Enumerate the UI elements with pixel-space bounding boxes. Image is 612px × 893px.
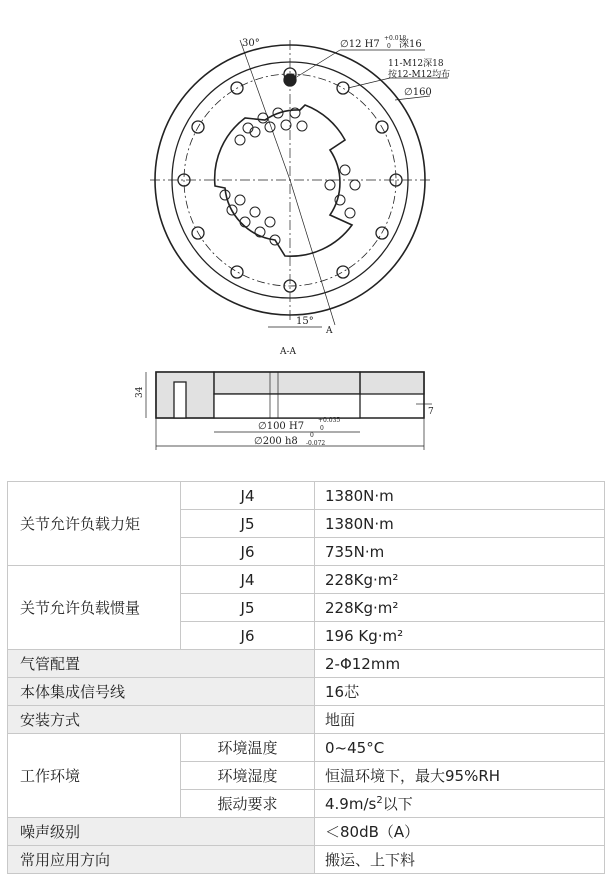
bolt-hole — [337, 266, 349, 278]
environment-label: 工作环境 — [8, 734, 181, 818]
vibration-sup: 2 — [376, 795, 383, 806]
torque-label: 关节允许负载力矩 — [8, 482, 181, 566]
torque-value: 735N·m — [315, 538, 605, 566]
hatch-right — [360, 372, 424, 394]
torque-value: 1380N·m — [315, 510, 605, 538]
top-view — [150, 40, 451, 327]
table-row — [8, 818, 605, 846]
tapped-desc-label: 按12-M12均布 — [388, 70, 451, 80]
env-value — [315, 790, 605, 818]
pin-slot — [174, 382, 186, 418]
section-title: A-A — [280, 347, 297, 357]
joint-label: J5 — [181, 510, 315, 538]
table-row — [8, 566, 605, 594]
section-step: 7 — [428, 407, 434, 417]
noise-label: 噪声级别 — [8, 818, 315, 846]
section-height: 34 — [135, 386, 145, 398]
outer-tol-lower: -0.072 — [306, 440, 326, 447]
bolt-hole — [231, 266, 243, 278]
spec-table — [7, 481, 605, 874]
inertia-value: 228Kg·m² — [315, 594, 605, 622]
application-value: 搬运、上下料 — [315, 846, 605, 874]
env-name: 振动要求 — [181, 790, 315, 818]
noise-value: ＜80dB（A） — [315, 818, 605, 846]
inertia-value: 228Kg·m² — [315, 566, 605, 594]
joint-label: J4 — [181, 566, 315, 594]
bottom-angle-label: 15° — [296, 316, 314, 327]
bore-tol-lower: 0 — [320, 425, 324, 432]
mounting-value: 地面 — [315, 706, 605, 734]
mounting-label: 安装方式 — [8, 706, 315, 734]
joint-label: J5 — [181, 594, 315, 622]
application-label: 常用应用方向 — [8, 846, 315, 874]
vibration-suffix: 以下 — [382, 795, 413, 813]
bore-tol-upper: +0.035 — [318, 417, 341, 424]
pin-tol-upper: +0.018 — [384, 35, 407, 42]
vibration-base: 4.9m/s — [325, 795, 377, 813]
table-row — [8, 678, 605, 706]
joint-label: J6 — [181, 538, 315, 566]
joint-label: J4 — [181, 482, 315, 510]
table-row — [8, 734, 605, 762]
table-row — [8, 650, 605, 678]
env-value: 恒温环境下，最大95%RH — [315, 762, 605, 790]
inertia-value: 196 Kg·m² — [315, 622, 605, 650]
env-name: 环境温度 — [181, 734, 315, 762]
table-row — [8, 482, 605, 510]
env-value: 0~45°C — [315, 734, 605, 762]
air-label: 气管配置 — [8, 650, 315, 678]
table-row — [8, 846, 605, 874]
tapped-holes-label: 11-M12深18 — [388, 59, 444, 69]
air-value: 2-Φ12mm — [315, 650, 605, 678]
table-row — [8, 706, 605, 734]
pin-tol-lower: 0 — [387, 43, 391, 50]
outer-label: ∅200 h8 — [254, 436, 298, 447]
section-mark: A — [326, 326, 333, 336]
bore — [214, 394, 360, 418]
pin-depth: 深16 — [399, 39, 422, 50]
angle-label: 30° — [242, 38, 260, 49]
bolt-hole — [337, 82, 349, 94]
inertia-label: 关节允许负载惯量 — [8, 566, 181, 650]
signal-value: 16芯 — [315, 678, 605, 706]
pcd-label: ∅160 — [404, 87, 432, 98]
signal-label: 本体集成信号线 — [8, 678, 315, 706]
hatch-top — [214, 372, 360, 394]
joint-label: J6 — [181, 622, 315, 650]
env-name: 环境湿度 — [181, 762, 315, 790]
bore-label: ∅100 H7 — [258, 421, 305, 432]
pin-hole-label: ∅12 H7 — [340, 39, 380, 50]
torque-value: 1380N·m — [315, 482, 605, 510]
outer-tol-upper: 0 — [310, 432, 314, 439]
